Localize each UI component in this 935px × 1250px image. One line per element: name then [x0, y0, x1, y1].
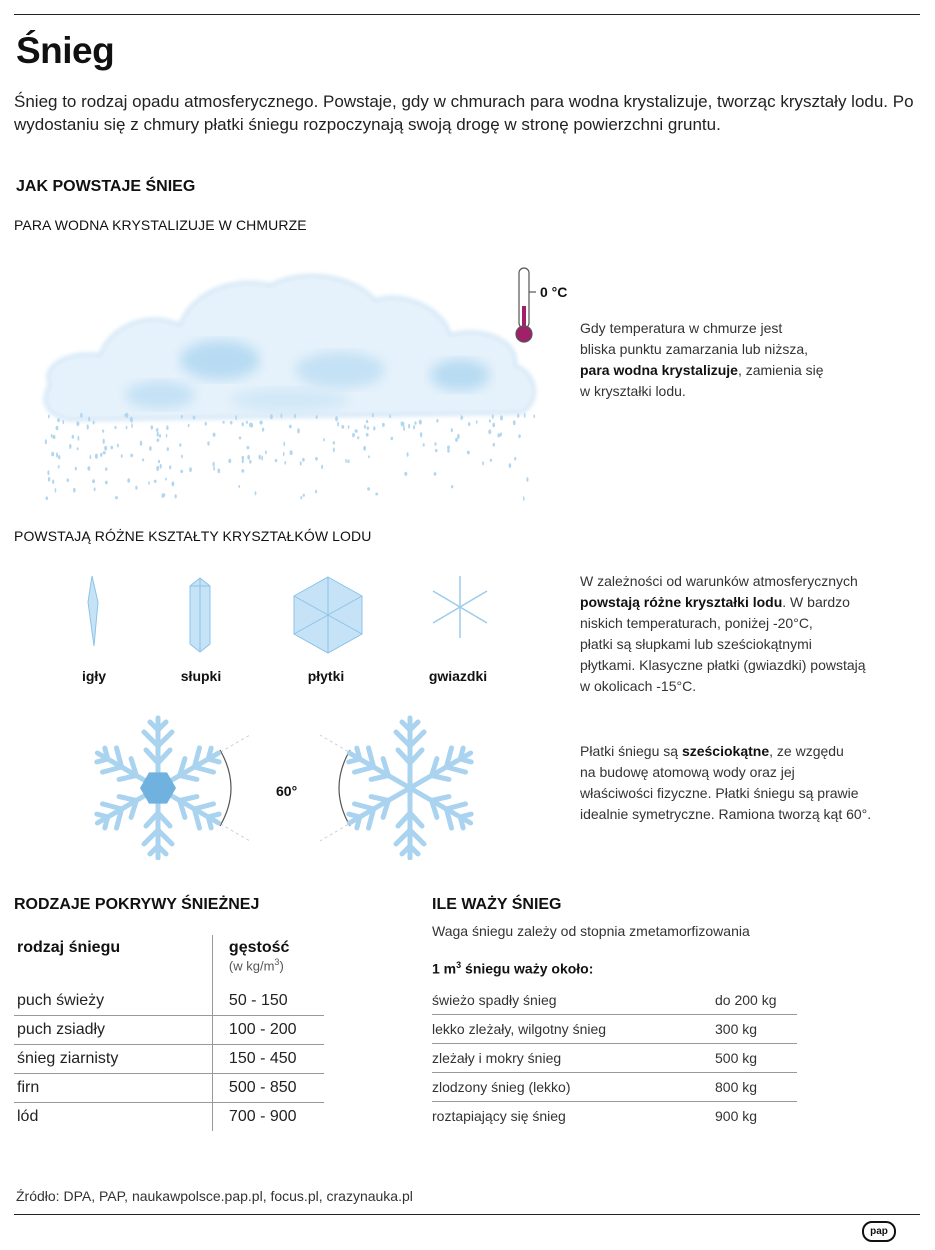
source-note: Źródło: DPA, PAP, naukawpolsce.pap.pl, focus.pl, crazynauka.pl	[16, 1188, 413, 1204]
snow-dot	[297, 428, 300, 433]
snowflake-hexagon-illustration	[80, 710, 260, 860]
snow-dot	[87, 424, 89, 429]
snow-dot	[166, 434, 168, 438]
snow-dot	[419, 420, 422, 425]
snow-dot	[110, 446, 113, 450]
snow-dot	[451, 428, 453, 432]
weight-cell: 500 kg	[715, 1050, 758, 1066]
snow-dot	[492, 414, 494, 418]
snow-dot	[447, 449, 450, 453]
snow-dot	[457, 434, 460, 439]
snow-dot	[352, 433, 355, 438]
snow-dot	[126, 426, 128, 430]
density-cell: 50 - 150	[212, 987, 324, 1015]
table-row	[432, 986, 797, 1015]
plate-crystal-icon	[290, 574, 366, 656]
snow-dot	[534, 414, 536, 418]
snow-dot	[357, 436, 359, 439]
snow-dot	[434, 442, 436, 446]
snow-dot	[87, 466, 90, 470]
snow-dot	[103, 451, 106, 454]
snow-dot	[90, 455, 92, 459]
snow-dot	[242, 458, 244, 463]
angle-label: 60°	[276, 783, 298, 799]
snow-dot	[121, 454, 123, 458]
snow-dot	[526, 477, 528, 482]
snow-dot	[67, 478, 69, 482]
table-header-row	[14, 935, 324, 987]
snow-dot	[414, 421, 416, 425]
cloud-shape	[45, 276, 534, 420]
snow-dot	[72, 435, 74, 439]
snow-dot	[270, 414, 273, 419]
snow-dot	[413, 425, 415, 429]
crystal-label-needles: igły	[81, 668, 107, 684]
snow-dot	[259, 455, 261, 460]
snow-dot	[57, 418, 60, 422]
snow-dot	[241, 469, 244, 473]
snow-dot	[482, 461, 484, 465]
snow-dot	[382, 423, 385, 427]
snow-dot	[284, 461, 286, 465]
snow-dot	[114, 426, 116, 429]
crystal-shapes-description: W zależności od warunków atmosferycznych powstają różne kryształki lodu. W bardzo niskich temperaturach, poniżej -20°C, płatki są słupkami lub sześciokątnymi płytkami. Klasyczne płatki (gwiazdki) powstają w okolicach -15°C.	[580, 573, 866, 694]
snow-dot	[337, 422, 339, 427]
snow-dot	[169, 465, 171, 469]
crystal-label-stars: gwiazdki	[428, 668, 488, 684]
snow-dot	[156, 466, 159, 471]
snow-dot	[172, 481, 175, 486]
snow-dot	[156, 428, 159, 432]
snow-dot	[223, 421, 225, 424]
snow-dot	[375, 493, 378, 496]
snow-dot	[283, 452, 285, 456]
snow-dot	[500, 415, 503, 420]
weight-cell: do 200 kg	[715, 992, 777, 1008]
snow-dot	[45, 439, 47, 444]
density-cell: 500 - 850	[212, 1074, 324, 1102]
snow-dot	[497, 433, 500, 437]
snow-dot	[468, 422, 470, 426]
snow-dot	[88, 417, 90, 422]
page-title: Śnieg	[16, 30, 115, 71]
snow-dot	[92, 479, 95, 483]
snow-dot	[94, 487, 96, 491]
snow-dot	[524, 413, 526, 418]
snow-dot	[218, 469, 221, 474]
snow-dot	[300, 496, 302, 499]
snow-dot	[373, 426, 375, 430]
snow-condition-cell: zlodzony śnieg (lekko)	[432, 1079, 571, 1095]
subheading-crystallize: PARA WODNA KRYSTALIZUJE W CHMURZE	[14, 217, 307, 233]
snow-dot	[283, 442, 285, 447]
snow-dot	[493, 443, 495, 447]
snow-dot	[69, 444, 71, 449]
snow-dot	[205, 422, 207, 426]
snow-dot	[48, 415, 50, 419]
snow-dot	[140, 441, 142, 446]
snow-dot	[78, 436, 80, 441]
cloud-illustration	[40, 255, 540, 505]
snow-dot	[451, 485, 453, 488]
snow-dot	[403, 426, 405, 431]
snow-dot	[165, 478, 167, 481]
snow-dot	[490, 459, 492, 462]
snow-particles	[45, 413, 535, 501]
snow-dot	[347, 460, 349, 464]
snow-type-cell: firn	[17, 1079, 40, 1096]
snow-dot	[407, 452, 409, 457]
snow-dot	[151, 425, 154, 429]
snow-dot	[47, 470, 49, 475]
subheading-crystal-shapes: POWSTAJĄ RÓŻNE KSZTAŁTY KRYSZTAŁKÓW LODU	[14, 528, 372, 544]
snow-dot	[435, 449, 438, 452]
table-row	[14, 1074, 324, 1103]
snow-dot	[213, 462, 215, 467]
snow-dot	[514, 457, 516, 460]
snow-dot	[58, 455, 60, 459]
thermometer-label: 0 °C	[540, 284, 568, 300]
snow-dot	[489, 419, 491, 422]
snow-dot	[341, 425, 344, 429]
snow-dot	[389, 414, 391, 418]
weight-cell: 900 kg	[715, 1108, 758, 1124]
snow-dot	[157, 439, 160, 442]
snow-dot	[93, 421, 95, 425]
snow-dot	[289, 425, 292, 429]
snow-dot	[228, 459, 231, 463]
snow-dot	[447, 445, 450, 449]
col-header-type: rodzaj śniegu	[17, 939, 121, 956]
snow-dot	[131, 423, 133, 428]
snow-dot	[242, 422, 244, 426]
snow-dot	[517, 414, 519, 418]
snow-dot	[302, 458, 305, 462]
snow-dot	[420, 432, 422, 437]
snowflake-arm	[396, 788, 424, 858]
snow-dot	[348, 425, 350, 429]
snow-dot	[46, 496, 49, 500]
table-row	[14, 1016, 324, 1045]
snow-dot	[455, 438, 458, 442]
crystallize-description: Gdy temperatura w chmurze jest bliska punktu zamarzania lub niższa, para wodna krystalizuje, zamienia się w kryształki lodu.	[580, 320, 824, 399]
column-crystal-icon	[182, 574, 222, 656]
snowflake-arm	[396, 718, 424, 788]
needle-crystal-icon	[80, 572, 110, 652]
snow-dot	[488, 429, 491, 434]
snow-dot	[63, 420, 65, 424]
snow-dot	[148, 481, 150, 484]
snow-dot	[303, 494, 305, 497]
hexagon-core	[140, 772, 176, 803]
snow-dot	[77, 447, 79, 450]
snow-dot	[159, 434, 161, 438]
snow-dot	[189, 467, 192, 472]
snow-dot	[181, 415, 183, 418]
snow-dot	[80, 413, 83, 418]
snow-dot	[500, 432, 502, 436]
table-row	[14, 1045, 324, 1074]
thermometer-icon	[512, 266, 536, 346]
snow-dot	[434, 472, 437, 476]
density-cell: 700 - 900	[212, 1103, 324, 1131]
snow-cover-table	[14, 935, 324, 1131]
snow-dot	[158, 460, 160, 463]
snow-dot	[235, 415, 237, 420]
snow-dot	[333, 448, 335, 453]
snow-dot	[58, 465, 60, 469]
snow-dot	[366, 433, 369, 437]
snow-dot	[300, 461, 302, 465]
snow-dot	[290, 450, 293, 455]
snow-dot	[523, 496, 525, 501]
snow-dot	[492, 423, 495, 428]
snow-dot	[160, 464, 162, 469]
top-rule	[14, 14, 920, 15]
snow-dot	[52, 480, 54, 485]
table-row	[432, 1015, 797, 1044]
snow-dot	[461, 415, 463, 420]
snow-dot	[154, 480, 157, 483]
snow-dot	[249, 460, 252, 464]
snow-dot	[73, 488, 76, 493]
section-heading-formation: JAK POWSTAJE ŚNIEG	[16, 178, 196, 195]
snow-dot	[95, 454, 98, 459]
table-row	[432, 1073, 797, 1102]
snow-dot	[100, 453, 102, 457]
snow-dot	[103, 439, 105, 444]
pap-logo: pap	[862, 1221, 896, 1242]
snow-condition-cell: zleżały i mokry śnieg	[432, 1050, 562, 1066]
snow-dot	[323, 438, 325, 441]
snow-dot	[436, 419, 438, 422]
snow-dot	[247, 446, 250, 449]
snow-dot	[131, 419, 133, 422]
snow-dot	[355, 429, 358, 433]
snow-dot	[207, 441, 209, 445]
snow-dot	[404, 472, 407, 476]
snow-dot	[408, 424, 410, 429]
snow-dot	[321, 465, 323, 469]
weight-subtitle: Waga śniegu zależy od stopnia zmetamorfizowania	[432, 923, 750, 939]
weight-lead: 1 $m^3$ śniegu waży około:	[432, 960, 594, 977]
snow-dot	[261, 455, 263, 460]
density-cell: 150 - 450	[212, 1045, 324, 1073]
snow-dot	[402, 422, 405, 427]
snow-dot	[157, 432, 159, 437]
snow-dot	[260, 421, 263, 425]
snow-dot	[280, 413, 282, 418]
snow-dot	[53, 435, 56, 439]
density-cell: 100 - 200	[212, 1016, 324, 1044]
snow-dot	[391, 437, 394, 440]
snow-dot	[239, 437, 242, 440]
snow-dot	[333, 441, 335, 444]
snow-dot	[180, 470, 183, 473]
snow-dot	[125, 413, 128, 418]
snow-condition-cell: roztapiający się śnieg	[432, 1108, 566, 1124]
snow-dot	[246, 421, 248, 424]
crystal-label-plates: płytki	[307, 668, 345, 684]
snow-type-cell: śnieg ziarnisty	[17, 1050, 119, 1067]
snow-dot	[179, 443, 181, 446]
snow-dot	[105, 481, 108, 485]
snow-dot	[238, 485, 240, 488]
snow-condition-cell: świeżo spadły śnieg	[432, 992, 557, 1008]
snow-dot	[56, 426, 59, 431]
snow-dot	[104, 446, 107, 451]
snow-dot	[167, 447, 169, 451]
snow-dot	[117, 444, 119, 448]
snow-dot	[175, 494, 177, 498]
table-row	[432, 1102, 797, 1130]
snow-dot	[423, 443, 425, 446]
snow-dot	[367, 426, 370, 429]
snow-dot	[262, 428, 264, 432]
intro-text: Śnieg to rodzaj opadu atmosferycznego. Powstaje, gdy w chmurach para wodna krystalizuje, tworząc kryształy lodu. Po wydostaniu się z chmury płatki śniegu rozpoczynają swoją drogę w stronę powierzchni gruntu.	[14, 92, 914, 134]
snow-type-cell: puch świeży	[17, 992, 105, 1009]
snow-dot	[345, 459, 347, 463]
section-heading-weight: ILE WAŻY ŚNIEG	[432, 896, 562, 913]
snow-dot	[142, 458, 144, 461]
snow-dot	[315, 457, 318, 461]
snow-dot	[105, 467, 108, 470]
snow-type-cell: lód	[17, 1108, 39, 1125]
snow-dot	[518, 434, 521, 438]
snow-dot	[316, 415, 318, 419]
snow-condition-cell: lekko zleżały, wilgotny śnieg	[432, 1021, 607, 1037]
snow-dot	[149, 446, 152, 451]
snow-dot	[193, 416, 196, 420]
snow-dot	[275, 459, 278, 462]
snow-type-cell: puch zsiadły	[17, 1021, 106, 1038]
table-row	[14, 1103, 324, 1131]
snow-dot	[135, 486, 137, 490]
snow-weight-table	[432, 986, 797, 1130]
snow-dot	[51, 452, 54, 457]
weight-cell: 800 kg	[715, 1079, 758, 1095]
snowflake-star-illustration	[320, 710, 500, 860]
table-row	[432, 1044, 797, 1073]
snow-dot	[213, 433, 216, 437]
snow-dot	[366, 420, 368, 424]
snow-dot	[166, 425, 168, 430]
snow-dot	[51, 434, 53, 438]
crystal-label-columns: słupki	[180, 668, 222, 684]
snow-dot	[513, 420, 516, 425]
snow-dot	[247, 455, 250, 460]
snow-dot	[335, 416, 338, 421]
snow-dot	[363, 446, 366, 451]
snow-dot	[56, 452, 58, 457]
snow-dot	[372, 413, 374, 417]
snow-dot	[181, 455, 183, 459]
snow-dot	[55, 488, 57, 493]
col-header-density: gęstość	[228, 939, 290, 956]
snow-dot	[188, 424, 190, 427]
snow-dot	[368, 455, 370, 458]
snow-dot	[230, 421, 232, 425]
bottom-rule	[14, 1214, 920, 1215]
snow-dot	[213, 467, 215, 471]
snow-dot	[476, 420, 478, 423]
snow-dot	[75, 467, 77, 471]
snow-dot	[315, 490, 317, 494]
table-row	[14, 987, 324, 1016]
snow-dot	[367, 487, 370, 490]
snow-dot	[265, 451, 267, 455]
col-header-unit: (w $kg/m^3$)	[228, 957, 284, 974]
snow-dot	[509, 463, 512, 468]
hexagonal-description: Płatki śniegu są sześciokątne, ze wzgędu na budowę atomową wody oraz jej właściwości fizyczne. Płatki śniegu są prawie idealnie symetryczne. Ramiona tworzą kąt 60°.	[580, 743, 872, 822]
weight-cell: 300 kg	[715, 1021, 758, 1037]
section-heading-snow-cover: RODZAJE POKRYWY ŚNIEŻNEJ	[14, 896, 260, 913]
snow-dot	[130, 454, 133, 458]
snow-dot	[48, 477, 50, 482]
snow-dot	[255, 491, 257, 495]
snow-dot	[76, 421, 79, 426]
snow-dot	[467, 451, 470, 455]
snow-dot	[249, 423, 252, 428]
snow-dot	[127, 478, 130, 483]
star-crystal-icon	[422, 574, 498, 640]
snow-dot	[163, 493, 165, 496]
snow-dot	[364, 425, 366, 429]
snow-dot	[115, 496, 118, 499]
snow-dot	[102, 430, 104, 433]
snow-dot	[294, 414, 296, 419]
